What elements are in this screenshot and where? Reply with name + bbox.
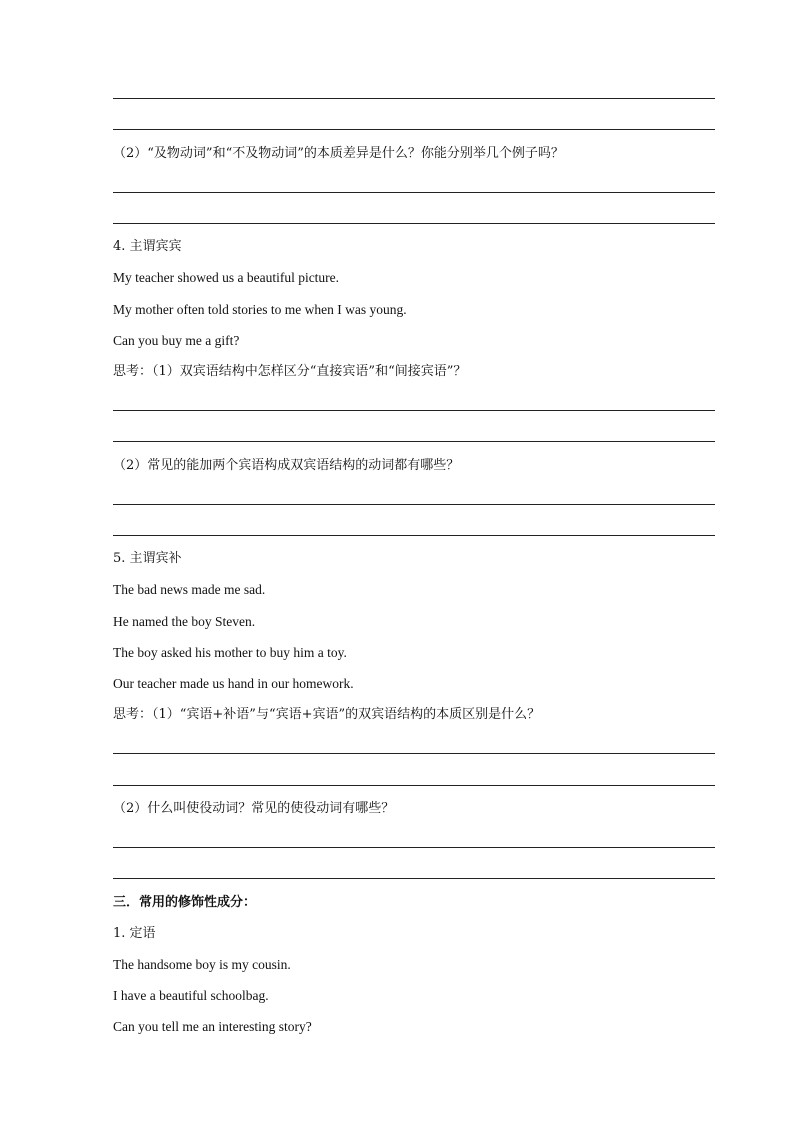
answer-line bbox=[113, 129, 715, 130]
answer-line bbox=[113, 441, 715, 442]
answer-line bbox=[113, 753, 715, 754]
answer-line bbox=[113, 504, 715, 505]
answer-line bbox=[113, 535, 715, 536]
answer-line bbox=[113, 192, 715, 193]
example-sentence: Can you tell me an interesting story? bbox=[113, 1019, 312, 1034]
example-sentence: Our teacher made us hand in our homework. bbox=[113, 676, 354, 691]
example-sentence: The handsome boy is my cousin. bbox=[113, 957, 291, 972]
example-sentence: He named the boy Steven. bbox=[113, 614, 256, 629]
answer-line bbox=[113, 878, 715, 879]
question-text: （2）“及物动词”和“不及物动词”的本质差异是什么？你能分别举几个例子吗？ bbox=[113, 146, 564, 161]
example-sentence: The bad news made me sad. bbox=[113, 582, 266, 597]
question-text: 思考：（1）双宾语结构中怎样区分“直接宾语”和“间接宾语”？ bbox=[113, 364, 467, 379]
question-text: 思考：（1）“宾语+补语”与“宾语+宾语”的双宾语结构的本质区别是什么？ bbox=[113, 707, 541, 722]
question-text: （2）常见的能加两个宾语构成双宾语结构的动词都有哪些？ bbox=[113, 458, 460, 473]
answer-line bbox=[113, 847, 715, 848]
example-sentence: I have a beautiful schoolbag. bbox=[113, 988, 269, 1003]
example-sentence: My teacher showed us a beautiful picture. bbox=[113, 270, 340, 285]
question-text: （2）什么叫使役动词？常见的使役动词有哪些？ bbox=[113, 801, 395, 816]
answer-line bbox=[113, 410, 715, 411]
section-heading: 4. 主谓宾宾 bbox=[113, 239, 182, 254]
section-heading: 1. 定语 bbox=[113, 926, 156, 941]
section-heading: 5. 主谓宾补 bbox=[113, 551, 182, 566]
answer-line bbox=[113, 98, 715, 99]
part-heading: 三．常用的修饰性成分： bbox=[113, 895, 257, 910]
answer-line bbox=[113, 785, 715, 786]
example-sentence: Can you buy me a gift? bbox=[113, 333, 240, 348]
example-sentence: The boy asked his mother to buy him a toy. bbox=[113, 645, 347, 660]
example-sentence: My mother often told stories to me when I was young. bbox=[113, 302, 407, 317]
answer-line bbox=[113, 223, 715, 224]
